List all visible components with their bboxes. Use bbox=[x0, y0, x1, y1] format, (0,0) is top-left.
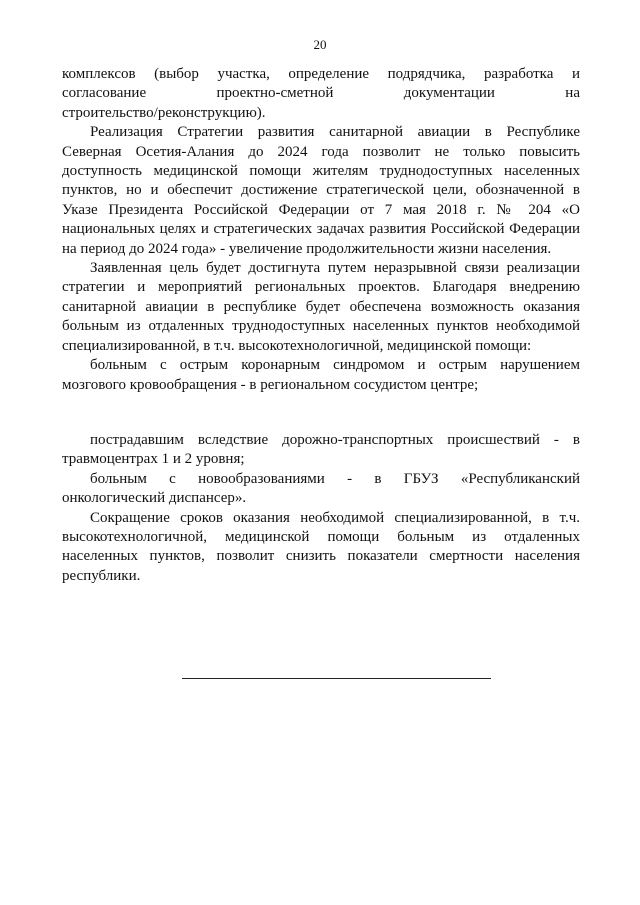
text-line: национальных целях и стратегических задачах развития Российской Федерации bbox=[62, 221, 580, 238]
text-line: Заявленная цель будет достигнута путем неразрывной связи реализации bbox=[90, 260, 580, 277]
paragraph-conclusion bbox=[62, 509, 580, 587]
page-number: 20 bbox=[313, 37, 327, 52]
text-line: населенных пунктов, позволит снизить показатели смертности населения bbox=[62, 548, 580, 565]
closing-rule bbox=[182, 678, 491, 679]
text-line: согласование проектно-сметной документации на bbox=[62, 85, 580, 102]
list-item-coronary bbox=[62, 356, 580, 395]
text-line: Северная Осетия-Алания до 2024 года позволит не только повысить bbox=[62, 143, 580, 160]
text-line: санитарной авиации в республике будет обеспечена возможность оказания bbox=[62, 298, 580, 315]
text-line: Сокращение сроков оказания необходимой специализированной, в т.ч. bbox=[90, 509, 580, 526]
text-line: высокотехнологичной, медицинской помощи больным из отдаленных bbox=[62, 528, 580, 545]
list-item-trauma bbox=[62, 431, 580, 470]
text-line: Указе Президента Российской Федерации от 7 мая 2018 г. № 204 «О bbox=[62, 201, 580, 218]
text-line: специализированной, в т.ч. высокотехнологичной, медицинской помощи: bbox=[62, 337, 532, 354]
text-line: онкологический диспансер». bbox=[62, 490, 247, 507]
text-line: больным из отдаленных труднодоступных населенных пунктов необходимой bbox=[62, 318, 580, 335]
text-line: пунктов, но и обеспечит достижение стратегической цели, обозначенной в bbox=[62, 182, 580, 199]
text-line: комплексов (выбор участка, определение подрядчика, разработка и bbox=[62, 66, 580, 82]
paragraph-continuation bbox=[62, 65, 580, 123]
paragraph-goal bbox=[62, 259, 580, 356]
paragraph-strategy bbox=[62, 123, 580, 259]
text-line: строительство/реконструкцию). bbox=[62, 104, 266, 121]
text-line: доступность медицинской помощи жителям труднодоступных населенных bbox=[62, 163, 580, 180]
text-line: больным с новообразованиями - в ГБУЗ «Республиканский bbox=[90, 470, 580, 487]
text-line: Реализация Стратегии развития санитарной авиации в Республике bbox=[90, 124, 580, 141]
text-line: пострадавшим вследствие дорожно-транспортных происшествий - в bbox=[90, 431, 580, 448]
list-item-oncology bbox=[62, 470, 580, 509]
text-line: республики. bbox=[62, 567, 141, 584]
blank-gap bbox=[62, 395, 580, 431]
document-body bbox=[62, 65, 580, 586]
text-line: на период до 2024 года» - увеличение продолжительности жизни населения. bbox=[62, 240, 552, 257]
text-line: мозгового кровообращения - в региональном сосудистом центре; bbox=[62, 376, 479, 393]
text-line: стратегии и мероприятий региональных проектов. Благодаря внедрению bbox=[62, 279, 580, 296]
text-line: больным с острым коронарным синдромом и острым нарушением bbox=[90, 357, 580, 374]
text-line: травмоцентрах 1 и 2 уровня; bbox=[62, 451, 245, 468]
